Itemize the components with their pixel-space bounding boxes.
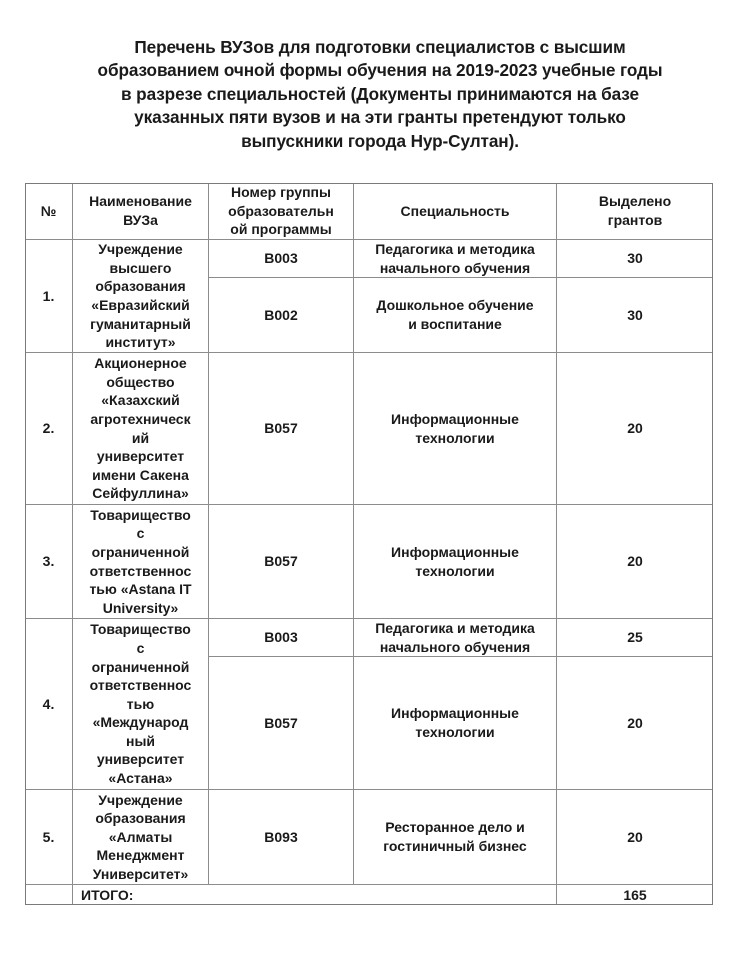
grants-count: 30 bbox=[557, 240, 713, 278]
specialty: Дошкольное обучение и воспитание bbox=[354, 278, 557, 353]
row-num: 2. bbox=[25, 353, 73, 505]
title-line: Перечень ВУЗов для подготовки специалистов с высшим bbox=[134, 37, 626, 57]
university-name: Акционерное общество «Казахский агротехническ ий университет имени Сакена Сейфуллина» bbox=[73, 353, 209, 505]
specialty: Педагогика и методика начального обучения bbox=[354, 619, 557, 657]
header-university-name: Наименование ВУЗа bbox=[73, 183, 209, 240]
header-grants: Выделено грантов bbox=[557, 183, 713, 240]
program-group: В002 bbox=[209, 278, 354, 353]
specialty: Информационные технологии bbox=[354, 657, 557, 790]
university-name: Товарищество с ограниченной ответственнос тью «Astana IT University» bbox=[73, 505, 209, 619]
specialty: Информационные технологии bbox=[354, 505, 557, 619]
header-num: № bbox=[25, 183, 73, 240]
header-specialty: Специальность bbox=[354, 183, 557, 240]
title-line: указанных пяти вузов и на эти гранты претендуют только bbox=[134, 107, 626, 128]
program-group: В057 bbox=[209, 657, 354, 790]
total-label: ИТОГО: bbox=[73, 885, 557, 905]
header-program-group: Номер группы образовательн ой программы bbox=[209, 183, 354, 240]
row-num: 3. bbox=[25, 505, 73, 619]
program-group: В057 bbox=[209, 353, 354, 505]
document-title bbox=[60, 36, 700, 153]
title-line: выпускники города Нур-Султан). bbox=[241, 130, 519, 151]
title-line: образованием очной формы обучения на 2019-2023 учебные годы bbox=[97, 60, 663, 81]
program-group: В003 bbox=[209, 240, 354, 278]
total-value: 165 bbox=[623, 886, 647, 903]
specialty: Педагогика и методика начального обучения bbox=[354, 240, 557, 278]
grants-count: 30 bbox=[557, 278, 713, 353]
specialty: Ресторанное дело и гостиничный бизнес bbox=[354, 790, 557, 885]
specialty: Информационные технологии bbox=[354, 353, 557, 505]
program-group: В057 bbox=[209, 505, 354, 619]
university-name: Учреждение образования «Алматы Менеджмент Университет» bbox=[73, 790, 209, 885]
row-num: 4. bbox=[25, 619, 73, 790]
grants-table bbox=[25, 183, 713, 905]
university-name: Учреждение высшего образования «Евразийский гуманитарный институт» bbox=[73, 240, 209, 353]
grants-count: 20 bbox=[557, 657, 713, 790]
total-num-empty bbox=[25, 885, 73, 905]
row-num: 1. bbox=[25, 240, 73, 353]
program-group: В093 bbox=[209, 790, 354, 885]
program-group: В003 bbox=[209, 619, 354, 657]
grants-count: 20 bbox=[557, 353, 713, 505]
grants-count: 25 bbox=[557, 619, 713, 657]
university-name: Товарищество с ограниченной ответственнос тью «Международ ный университет «Астана» bbox=[73, 619, 209, 790]
row-num: 5. bbox=[25, 790, 73, 885]
grants-count: 20 bbox=[557, 505, 713, 619]
title-line: в разрезе специальностей (Документы принимаются на базе bbox=[121, 83, 639, 104]
grants-count: 20 bbox=[557, 790, 713, 885]
